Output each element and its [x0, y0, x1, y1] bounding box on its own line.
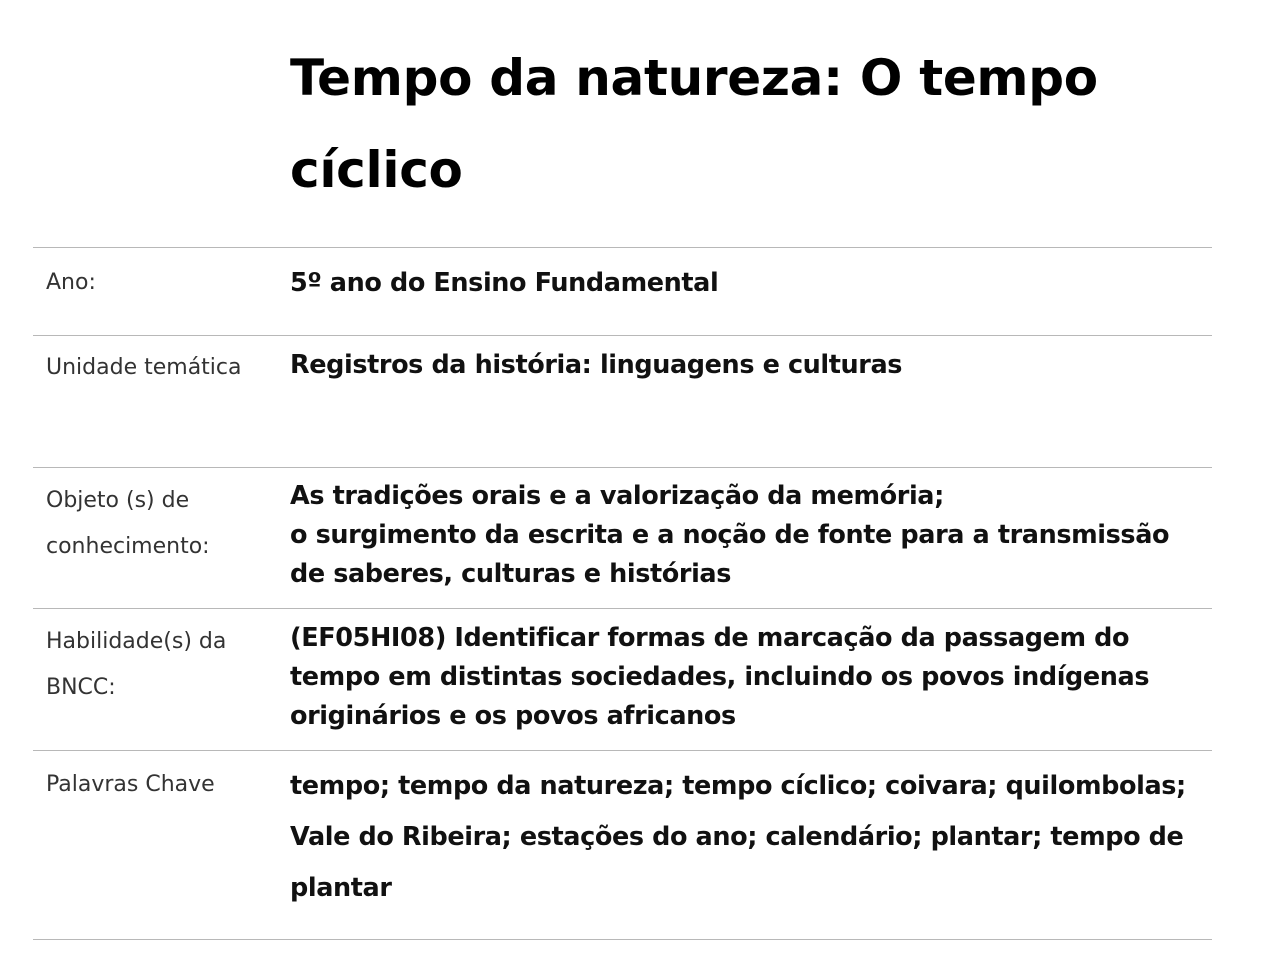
- row-objeto-conhecimento-value: [290, 477, 1205, 594]
- page-title: [290, 32, 1190, 216]
- row-objeto-label-line-2: conhecimento:: [46, 534, 210, 559]
- row-objeto-label-line-1: Objeto (s) de: [46, 488, 190, 513]
- row-objeto-conhecimento: [33, 468, 1212, 609]
- row-habilidades-bncc-value: [290, 619, 1205, 736]
- row-objeto-value-line-3: de saberes, culturas e histórias: [290, 559, 732, 589]
- row-objeto-conhecimento-label: [46, 478, 266, 570]
- row-palavras-value-line-1: tempo; tempo da natureza; tempo cíclico; coivara; quilombolas;: [290, 771, 1186, 801]
- row-ano: [33, 248, 1212, 336]
- row-habilidades-value-line-1: (EF05HI08) Identificar formas de marcação da passagem do: [290, 623, 1130, 653]
- row-palavras-chave-label: Palavras Chave: [46, 772, 215, 797]
- row-objeto-value-line-1: As tradições orais e a valorização da memória;: [290, 481, 944, 511]
- row-habilidades-label-line-1: Habilidade(s) da: [46, 629, 227, 654]
- row-unidade-tematica-value: Registros da história: linguagens e culturas: [290, 350, 903, 380]
- row-habilidades-bncc: [33, 609, 1212, 751]
- row-ano-label: Ano:: [46, 270, 96, 295]
- row-objeto-value-line-2: o surgimento da escrita e a noção de fonte para a transmissão: [290, 520, 1170, 550]
- row-habilidades-label-line-2: BNCC:: [46, 675, 116, 700]
- row-palavras-value-line-3: plantar: [290, 873, 392, 903]
- row-habilidades-value-line-3: originários e os povos africanos: [290, 701, 736, 731]
- row-ano-value: 5º ano do Ensino Fundamental: [290, 268, 719, 298]
- row-palavras-value-line-2: Vale do Ribeira; estações do ano; calendário; plantar; tempo de: [290, 822, 1184, 852]
- row-habilidades-bncc-label: [46, 619, 266, 711]
- row-habilidades-value-line-2: tempo em distintas sociedades, incluindo os povos indígenas: [290, 662, 1150, 692]
- page-title-line-1: Tempo da natureza: O tempo: [290, 49, 1098, 107]
- row-palavras-chave-value: [290, 761, 1205, 914]
- row-unidade-tematica: [33, 336, 1212, 468]
- row-palavras-chave: [33, 751, 1212, 940]
- lesson-info-table: [33, 247, 1212, 940]
- row-unidade-tematica-label: Unidade temática: [46, 355, 242, 380]
- page-title-line-2: cíclico: [290, 141, 463, 199]
